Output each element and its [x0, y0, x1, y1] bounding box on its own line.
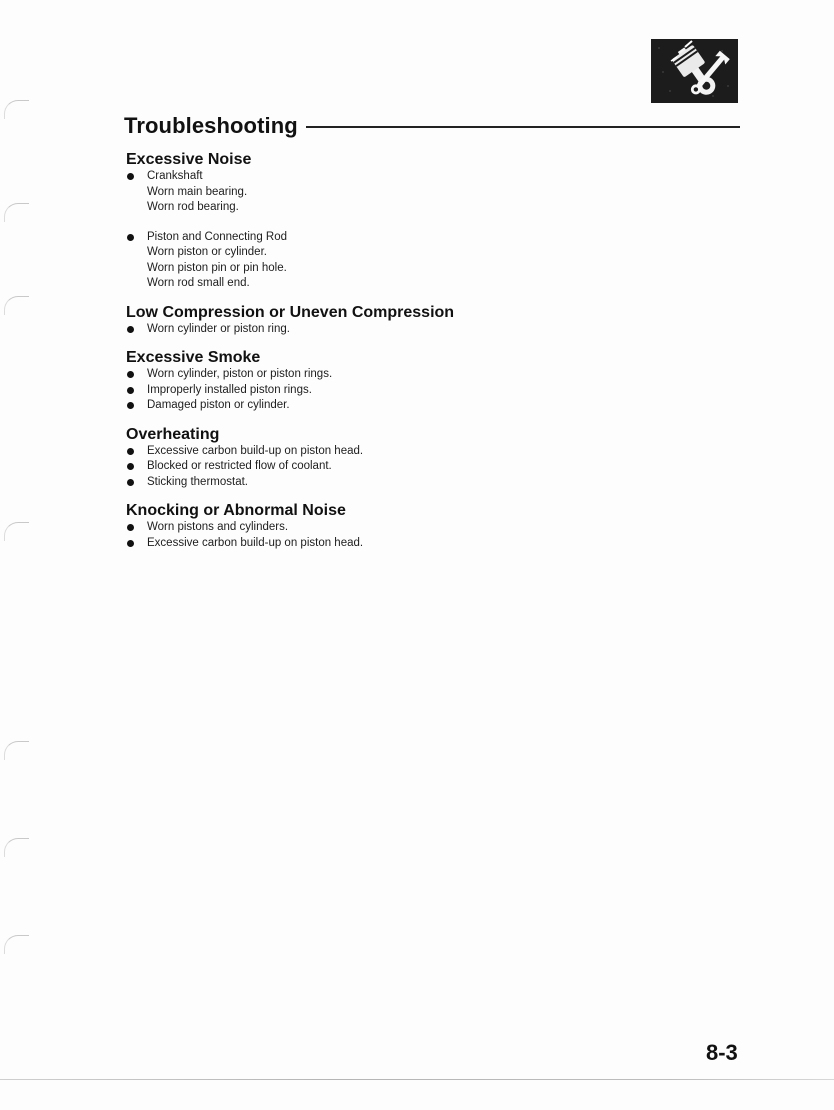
item-label: Worn pistons and cylinders. — [147, 521, 289, 533]
item-label: Sticking thermostat. — [147, 475, 248, 488]
section-excessive-smoke — [126, 348, 726, 414]
section-excessive-noise — [126, 150, 726, 292]
scan-edge-line — [0, 1079, 834, 1080]
bullet-icon — [127, 402, 134, 409]
list-item — [126, 383, 726, 399]
scan-binding-mark — [4, 203, 29, 222]
list-item — [126, 322, 726, 338]
list-item — [126, 398, 726, 414]
item-detail: Worn piston or cylinder. — [147, 246, 267, 258]
item-label: Improperly installed piston rings. — [147, 383, 312, 396]
list-item — [126, 444, 726, 460]
list-item — [126, 459, 726, 475]
item-label: Excessive carbon build-up on piston head. — [147, 444, 364, 457]
scan-binding-mark — [4, 935, 29, 954]
page-title: Troubleshooting — [124, 113, 298, 138]
spacer — [126, 216, 726, 230]
item-label: Worn cylinder, piston or piston rings. — [147, 368, 333, 380]
list-item — [126, 475, 726, 491]
item-label: Blocked or restricted flow of coolant. — [147, 460, 332, 472]
item-detail: Worn piston pin or pin hole. — [147, 261, 287, 274]
bullet-icon — [127, 479, 134, 486]
title-rule — [306, 126, 740, 128]
item-detail: Worn rod small end. — [147, 277, 250, 289]
list-item — [126, 520, 726, 536]
section-heading: Knocking or Abnormal Noise — [126, 502, 346, 519]
section-heading: Low Compression or Uneven Compression — [126, 303, 455, 321]
item-detail: Worn main bearing. — [147, 185, 248, 198]
page-number: 8-3 — [706, 1040, 738, 1065]
scan-binding-mark — [4, 522, 29, 541]
section-overheating — [126, 425, 726, 491]
section-heading: Overheating — [126, 425, 220, 443]
section-low-compression — [126, 303, 726, 338]
bullet-icon — [127, 371, 134, 378]
scan-binding-mark — [4, 100, 29, 119]
item-label: Piston and Connecting Rod — [147, 230, 288, 243]
section-heading: Excessive Smoke — [126, 349, 261, 366]
bullet-icon — [127, 463, 134, 470]
piston-wrench-icon — [651, 39, 738, 103]
scan-binding-mark — [4, 296, 29, 315]
bullet-icon — [127, 524, 134, 531]
list-item — [126, 536, 726, 552]
bullet-icon — [127, 326, 134, 333]
section-knocking — [126, 501, 726, 551]
bullet-icon — [127, 234, 134, 241]
bullet-icon — [127, 448, 134, 455]
scan-binding-mark — [4, 838, 29, 857]
bullet-icon — [127, 387, 134, 394]
bullet-icon — [127, 173, 134, 180]
list-item — [126, 230, 726, 292]
item-label: Excessive carbon build-up on piston head. — [147, 536, 364, 549]
item-label: Crankshaft — [147, 170, 203, 182]
section-heading: Excessive Noise — [126, 151, 252, 168]
item-detail: Worn rod bearing. — [147, 201, 239, 213]
title-row — [124, 111, 740, 141]
item-label: Worn cylinder or piston ring. — [147, 322, 290, 335]
list-item — [126, 367, 726, 383]
item-label: Damaged piston or cylinder. — [147, 399, 290, 411]
bullet-icon — [127, 540, 134, 547]
scan-binding-mark — [4, 741, 29, 760]
troubleshooting-content — [126, 150, 726, 562]
list-item — [126, 169, 726, 216]
